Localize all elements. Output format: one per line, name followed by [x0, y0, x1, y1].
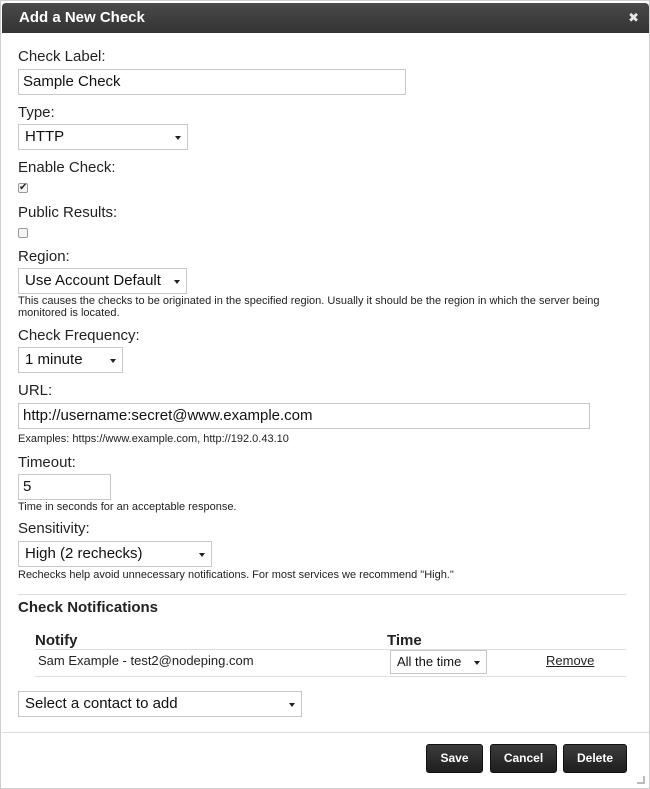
- timeout-help-text: Time in seconds for an acceptable response.: [18, 501, 237, 513]
- sensitivity-label: Sensitivity:: [18, 520, 90, 537]
- region-help-text: This causes the checks to be originated in the specified region. Usually it should be the region in which the server being monitored is located.: [18, 295, 600, 319]
- timeout-label: Timeout:: [18, 454, 76, 471]
- close-icon[interactable]: ✖: [628, 10, 639, 25]
- add-contact-select[interactable]: [18, 691, 302, 717]
- remove-contact-link[interactable]: Remove: [546, 653, 595, 668]
- chevron-down-icon: [199, 553, 205, 557]
- region-label: Region:: [18, 248, 70, 265]
- notify-contact: Sam Example - test2@nodeping.com: [38, 653, 254, 668]
- footer-divider: [2, 732, 649, 733]
- cancel-button[interactable]: Cancel: [490, 744, 557, 773]
- check-frequency-label: Check Frequency:: [18, 327, 140, 344]
- region-select-value: Use Account Default: [25, 272, 161, 289]
- delete-button[interactable]: Delete: [563, 744, 627, 773]
- divider: [18, 594, 626, 595]
- enable-check-label: Enable Check:: [18, 159, 116, 176]
- notify-time-select[interactable]: [390, 650, 487, 674]
- timeout-input[interactable]: 5: [18, 474, 111, 500]
- url-help-text: Examples: https://www.example.com, http://192.0.43.10: [18, 433, 289, 445]
- public-results-checkbox[interactable]: [18, 228, 28, 238]
- chevron-down-icon: [174, 280, 180, 284]
- table-row-divider: [35, 676, 626, 677]
- check-frequency-select[interactable]: [18, 347, 123, 373]
- notify-time-value: All the time: [397, 654, 462, 669]
- url-label: URL:: [18, 382, 53, 399]
- enable-check-checkbox[interactable]: ✔: [19, 182, 28, 193]
- type-label: Type:: [18, 104, 55, 121]
- save-button[interactable]: Save: [426, 744, 483, 773]
- region-select[interactable]: [18, 268, 187, 294]
- table-header-divider: [35, 649, 626, 650]
- check-label-label: Check Label:: [18, 48, 106, 65]
- sensitivity-select[interactable]: [18, 541, 212, 567]
- chevron-down-icon: [474, 661, 480, 665]
- check-label-input[interactable]: Sample Check: [18, 69, 406, 95]
- time-column-header: Time: [387, 632, 422, 649]
- type-select[interactable]: [18, 124, 188, 150]
- type-select-value: HTTP: [25, 128, 65, 145]
- chevron-down-icon: [175, 136, 181, 140]
- notify-column-header: Notify: [35, 632, 78, 649]
- sensitivity-help-text: Rechecks help avoid unnecessary notifications. For most services we recommend "High.": [18, 569, 454, 581]
- chevron-down-icon: [110, 359, 116, 363]
- add-contact-placeholder: Select a contact to add: [25, 695, 178, 712]
- resize-grip-icon[interactable]: [637, 776, 645, 784]
- url-input[interactable]: http://username:secret@www.example.com: [18, 403, 590, 429]
- check-notifications-title: Check Notifications: [18, 599, 159, 616]
- chevron-down-icon: [289, 703, 295, 707]
- dialog-title: Add a New Check: [19, 9, 145, 26]
- public-results-label: Public Results:: [18, 204, 118, 221]
- check-frequency-value: 1 minute: [25, 351, 83, 368]
- sensitivity-select-value: High (2 rechecks): [25, 545, 143, 562]
- dialog-titlebar[interactable]: [2, 3, 649, 33]
